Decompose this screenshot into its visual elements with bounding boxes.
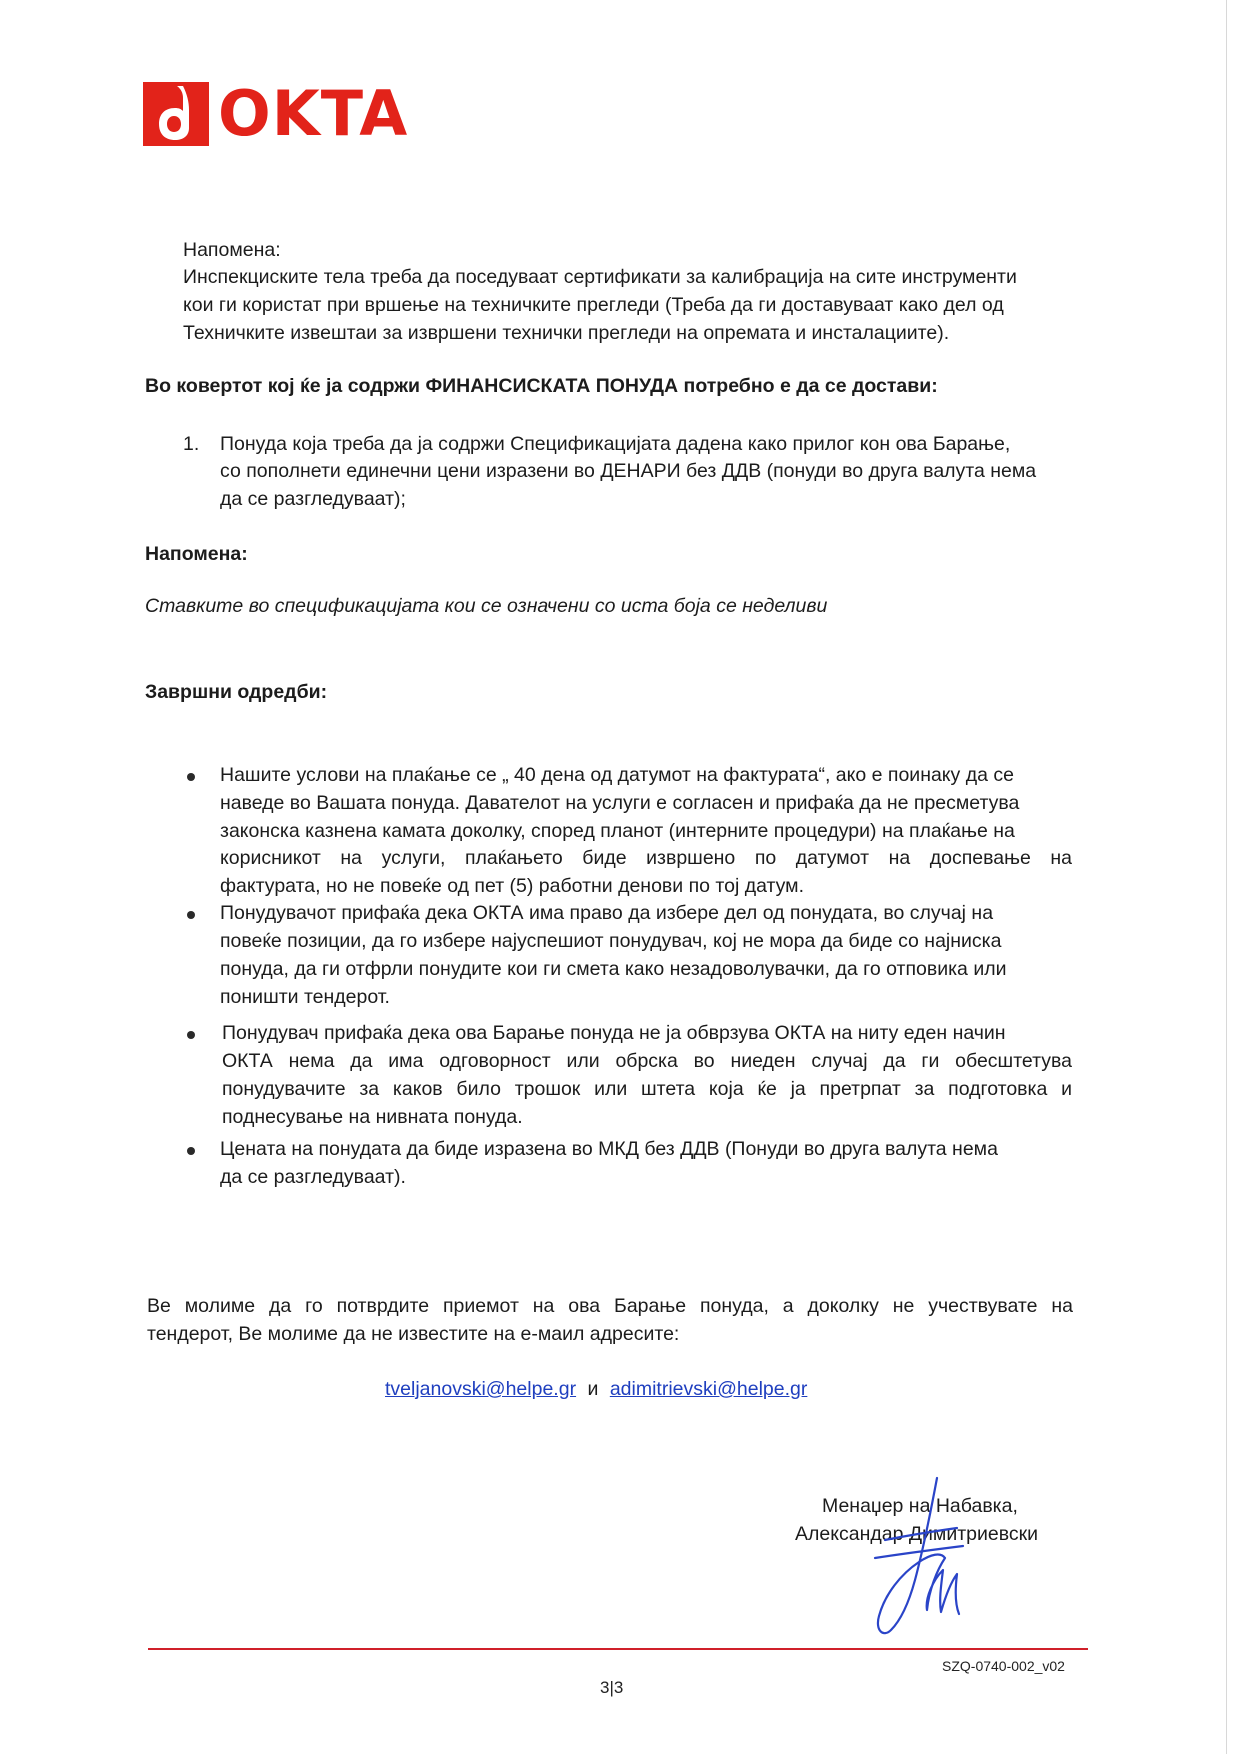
bullet-line: да се разгледуваат). xyxy=(220,1166,406,1188)
bullet-line: законска казнена камата доколку, според планот (интерните процедури) на плаќање на xyxy=(220,820,1015,842)
bullet-line: фактурата, но не повеќе од пет (5) работни денови по тој датум. xyxy=(220,875,805,897)
note-title: Напомена: xyxy=(183,239,281,261)
bullet-line: поднесување на нивната понуда. xyxy=(222,1106,523,1128)
justified-line: ОКТА нема да има одговорност или обрска во ниеден случај да ги обесштетува xyxy=(222,1050,1072,1072)
document-reference: SZQ-0740-002_v02 xyxy=(942,1658,1065,1674)
list-number: 1. xyxy=(183,433,200,455)
envelope-heading: Во ковертот кој ќе ја содржи ФИНАНСИСКАТА ПОНУДА потребно е да се достави: xyxy=(145,375,938,397)
list-item-line: Понуда која треба да ја содржи Спецификацијата дадена како прилог кон ова Барање, xyxy=(220,433,1011,455)
email-conjunction: и xyxy=(587,1378,599,1400)
okta-logo-text: OKTA xyxy=(218,77,409,150)
page-edge xyxy=(1226,0,1227,1754)
note2-title: Напомена: xyxy=(145,543,248,565)
bullet-line: Нашите услови на плаќање се „ 40 дена од датумот на фактурата“, ако е поинаку да се xyxy=(220,764,1014,786)
bullet-line: повеќе позиции, да го избере најуспешиот понудувач, кој не мора да биде со најниска xyxy=(220,930,1002,952)
handwritten-signature-icon xyxy=(845,1470,975,1650)
bullet-line: наведе во Вашата понуда. Давателот на услуги е согласен и прифаќа да не пресметува xyxy=(220,792,1020,814)
bullet-line: понуда, да ги отфрли понудите кои ги смета како незадоволувачки, да го отповика или xyxy=(220,958,1007,980)
okta-logo xyxy=(143,77,409,150)
signatory-title: Менаџер на Набавка, xyxy=(822,1495,1018,1517)
signatory-name: Александар Димитриевски xyxy=(795,1523,1039,1545)
email-link[interactable]: adimitrievski@helpe.gr xyxy=(609,1378,808,1400)
footer-divider xyxy=(148,1648,1088,1650)
bullet-icon xyxy=(187,1147,195,1155)
okta-logo-mark-icon xyxy=(143,80,213,148)
final-provisions-title: Завршни одредби: xyxy=(145,681,328,703)
bullet-icon xyxy=(187,911,195,919)
bullet-line xyxy=(222,1047,1072,1075)
justified-line: корисникот на услуги, плаќањето биде извршено по датумот на доспевање на xyxy=(220,847,1072,869)
email-link[interactable]: tveljanovski@helpe.gr xyxy=(385,1378,577,1400)
page-number: 3|3 xyxy=(600,1678,624,1697)
note-line: Инспекциските тела треба да поседуваат сертификати за калибрација на сите инструменти xyxy=(183,266,1017,288)
list-item-line: со пополнети единечни цени изразени во ДЕНАРИ без ДДВ (понуди во друга валута нема xyxy=(220,460,1037,482)
note-line: Техничките извештаи за извршени технички прегледи на опремата и инсталациите). xyxy=(183,322,950,344)
email-line xyxy=(385,1375,807,1403)
closing-line xyxy=(147,1292,1073,1320)
list-item-line: да се разгледуваат); xyxy=(220,488,406,510)
note2-text: Ставките во спецификацијата кои се означени со иста боја се неделиви xyxy=(145,595,828,617)
bullet-line: Понудувач прифаќа дека ова Барање понуда не ја обврзува ОКТА на ниту еден начин xyxy=(222,1022,1006,1044)
justified-line: понудувачите за каков било трошок или штета која ќе ја претрпат за подготовка и xyxy=(222,1078,1072,1100)
bullet-icon xyxy=(187,1031,195,1039)
bullet-icon xyxy=(187,773,195,781)
closing-line: тендерот, Ве молиме да не известите на е-маил адресите: xyxy=(147,1323,680,1345)
justified-line: Ве молиме да го потврдите приемот на ова Барање понуда, а доколку не учествувате на xyxy=(147,1295,1073,1317)
note-line: кои ги користат при вршење на техничките прегледи (Треба да ги доставуваат како дел од xyxy=(183,294,1004,316)
bullet-line: Цената на понудата да биде изразена во МКД без ДДВ (Понуди во друга валута нема xyxy=(220,1138,998,1160)
bullet-line: поништи тендерот. xyxy=(220,986,390,1008)
bullet-line xyxy=(222,1075,1072,1103)
bullet-line: Понудувачот прифаќа дека ОКТА има право да избере дел од понудата, во случај на xyxy=(220,902,994,924)
bullet-line xyxy=(220,844,1072,872)
